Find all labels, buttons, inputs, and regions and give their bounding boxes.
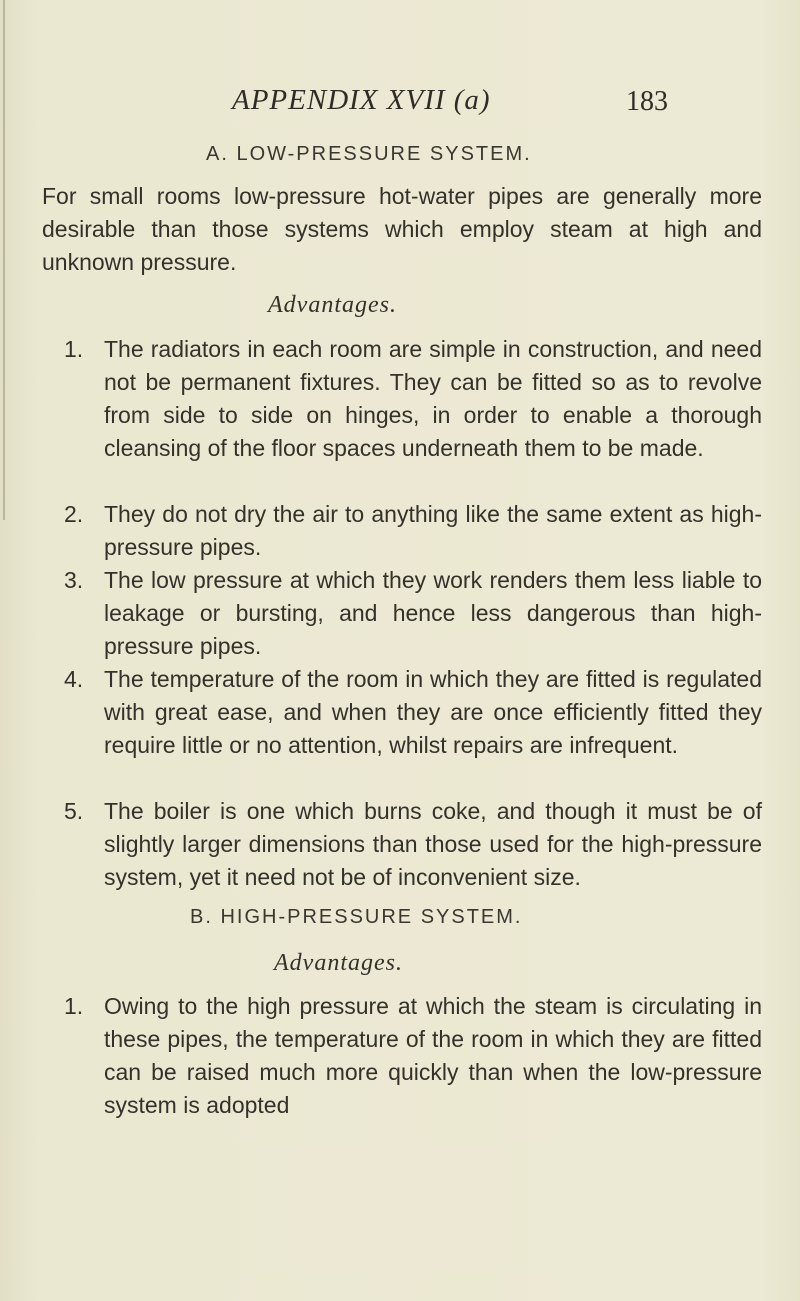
list-item-text: Owing to the high pressure at which the steam is circulating in these pipes, the temperature of the room in which they are fitted can be raised much more quickly than when the low-pressure system is adopted xyxy=(104,993,762,1118)
list-item-text: The boiler is one which burns coke, and though it must be of slightly larger dimensions than those used for the high-pressure system, yet it need not be of inconvenient size. xyxy=(104,798,762,890)
list-item-text: The radiators in each room are simple in construction, and need not be permanent fixtures. They can be fitted so as to revolve from side to side on hinges, in order to enable a thorough cleansing of the floor spaces underneath them to be made. xyxy=(104,336,762,461)
section-b-list xyxy=(42,990,762,1122)
list-item-number: 1. xyxy=(64,993,84,1019)
list-item-number: 5. xyxy=(64,798,84,824)
section-a-subheading: Advantages. xyxy=(268,292,397,318)
running-head-title: APPENDIX XVII (a) xyxy=(232,84,491,116)
section-a-heading: A. LOW-PRESSURE SYSTEM. xyxy=(206,143,532,165)
running-head xyxy=(0,84,800,124)
list-item-text: The low pressure at which they work renders them less liable to leakage or bursting, and hence less dangerous than high-pressure pipes. xyxy=(104,567,762,659)
list-item-text: The temperature of the room in which they are fitted is regulated with great ease, and when they are once efficiently fitted they require little or no attention, whilst repairs are infrequent. xyxy=(104,666,762,758)
list-item-number: 2. xyxy=(64,501,84,527)
list-item-number: 1. xyxy=(64,336,84,362)
list-item-text: They do not dry the air to anything like the same extent as high-pressure pipes. xyxy=(104,501,762,560)
page-edge-line xyxy=(3,0,5,520)
section-a-list xyxy=(42,333,762,927)
list-item xyxy=(42,663,762,795)
list-item xyxy=(42,990,762,1122)
list-item xyxy=(42,564,762,663)
section-b-heading: B. HIGH-PRESSURE SYSTEM. xyxy=(190,906,523,928)
list-item xyxy=(42,498,762,564)
section-a-intro: For small rooms low-pressure hot-water pipes are generally more desirable than those systems which employ steam at high and unknown pressure. xyxy=(42,183,762,275)
list-item-number: 3. xyxy=(64,567,84,593)
section-b-subheading: Advantages. xyxy=(274,950,403,976)
page-number: 183 xyxy=(626,86,668,117)
list-item xyxy=(42,333,762,498)
list-item-number: 4. xyxy=(64,666,84,692)
